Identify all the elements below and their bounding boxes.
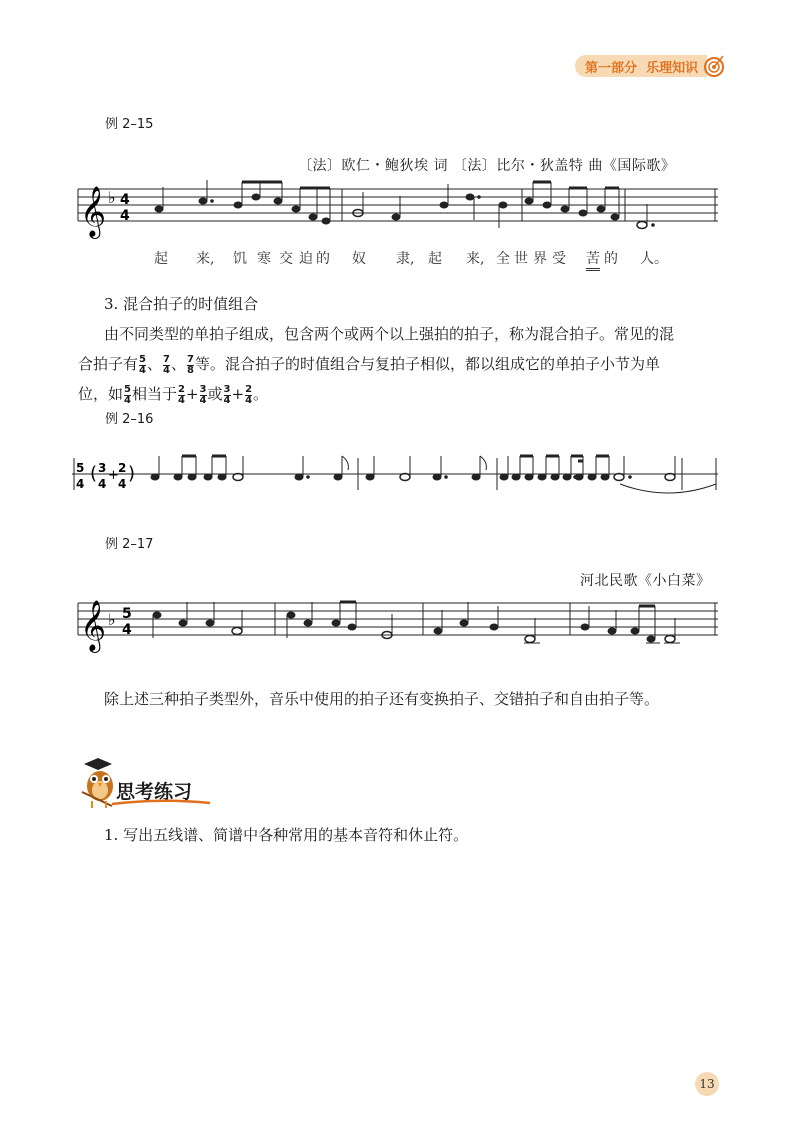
exercise-item-1: 1. 写出五线谱、简谱中各种常用的基本音符和休止符。 — [104, 826, 469, 844]
fraction-3-4: $\frac{3}{4}$ — [223, 383, 231, 406]
staff-example-2-17 — [70, 594, 720, 658]
flat-icon: ♭ — [108, 610, 116, 629]
example-2-16-label: 例 2–16 — [105, 412, 154, 427]
lyric-syllable: 隶, — [396, 251, 415, 267]
fraction-7-8: $\frac{7}{8}$ — [186, 353, 194, 376]
svg-text:4: 4 — [118, 477, 127, 491]
lyric-syllable: 的 — [316, 251, 330, 267]
fraction-5-4: $\frac{5}{4}$ — [139, 353, 146, 376]
fraction-2-4: $\frac{2}{4}$ — [178, 383, 185, 406]
lyric-syllable: 的 — [604, 251, 618, 267]
lyric-syllable: 来, — [466, 251, 485, 267]
lyric-syllable: 世 — [514, 251, 528, 267]
svg-text:+: + — [108, 468, 119, 483]
lyric-syllable: 受 — [552, 251, 566, 267]
treble-clef-icon: 𝄞 — [80, 186, 107, 237]
header-text — [585, 57, 698, 76]
svg-text:4: 4 — [120, 208, 130, 224]
lyric-syllable: 来, — [196, 251, 215, 267]
lyric-syllable: 苦 — [586, 248, 600, 271]
svg-text:4: 4 — [120, 192, 130, 208]
fraction-3-4: $\frac{3}{4}$ — [199, 383, 207, 406]
svg-text:5: 5 — [76, 461, 85, 475]
section-title-exercises: 思考练习 — [116, 781, 193, 803]
fraction-2-4: $\frac{2}{4}$ — [245, 383, 253, 406]
lyrics-example-2-15 — [0, 248, 800, 268]
lyric-syllable: 饥 — [233, 251, 247, 267]
example-2-15-label: 例 2–15 — [105, 117, 154, 132]
rhythm-example-2-16 — [72, 452, 720, 498]
svg-text:4: 4 — [122, 622, 132, 638]
staff-example-2-15 — [70, 180, 720, 240]
svg-text:): ) — [128, 463, 136, 484]
lyric-syllable: 寒 — [257, 251, 271, 267]
header-topic: 乐理知识 — [646, 61, 699, 76]
svg-text:5: 5 — [122, 606, 132, 622]
lyric-syllable: 全 — [496, 251, 510, 267]
svg-text:2: 2 — [118, 461, 127, 475]
example-2-17-label: 例 2–17 — [105, 537, 154, 552]
lyric-syllable: 起 — [154, 251, 168, 267]
example-2-15-credit: 〔法〕欧仁・鲍狄埃 词 〔法〕比尔・狄盖特 曲《国际歌》 — [298, 158, 676, 174]
lyric-syllable: 迫 — [299, 251, 313, 267]
page-number: 13 — [695, 1072, 719, 1096]
lyric-syllable: 交 — [279, 251, 293, 267]
header-section: 第一部分 — [585, 61, 638, 76]
svg-text:4: 4 — [76, 477, 85, 491]
svg-text:(: ( — [90, 463, 98, 484]
paragraph-other-meters: 除上述三种拍子类型外，音乐中使用的拍子还有变换拍子、交错拍子和自由拍子等。 — [104, 690, 660, 708]
lyric-syllable: 起 — [428, 251, 442, 267]
paragraph-mixed-meter-line2: 合拍子有 $\frac{5}{4}$ 、 $\frac{7}{4}$ 、 $\frac{7}{8}$ 等。混合拍子的时值组合与复拍子相似，都以组成它的单拍子小节为单 — [78, 353, 660, 376]
lyric-syllable: 奴 — [352, 251, 366, 267]
example-2-17-credit: 河北民歌《小白菜》 — [580, 573, 711, 589]
fraction-7-4: $\frac{7}{4}$ — [163, 353, 170, 376]
section-title-underline — [112, 798, 212, 808]
paragraph-mixed-meter-line1: 由不同类型的单拍子组成，包含两个或两个以上强拍的拍子，称为混合拍子。常见的混 — [104, 325, 675, 343]
flat-icon: ♭ — [108, 188, 116, 207]
heading-mixed-meter: 3. 混合拍子的时值组合 — [104, 295, 259, 313]
treble-clef-icon: 𝄞 — [80, 600, 107, 651]
chapter-header-tab — [575, 53, 725, 79]
lyric-syllable: 人。 — [640, 251, 668, 267]
svg-text:4: 4 — [98, 477, 107, 491]
target-icon — [703, 53, 727, 79]
paragraph-mixed-meter-line3: 位，如 $\frac{5}{4}$ 相当于 $\frac{2}{4}$ + $\frac{3}{4}$ 或 $\frac{3}{4}$ + $\frac{2}{4}$ 。 — [78, 383, 269, 406]
svg-text:3: 3 — [98, 461, 107, 475]
fraction-5-4: $\frac{5}{4}$ — [124, 383, 131, 406]
lyric-syllable: 界 — [533, 251, 547, 267]
